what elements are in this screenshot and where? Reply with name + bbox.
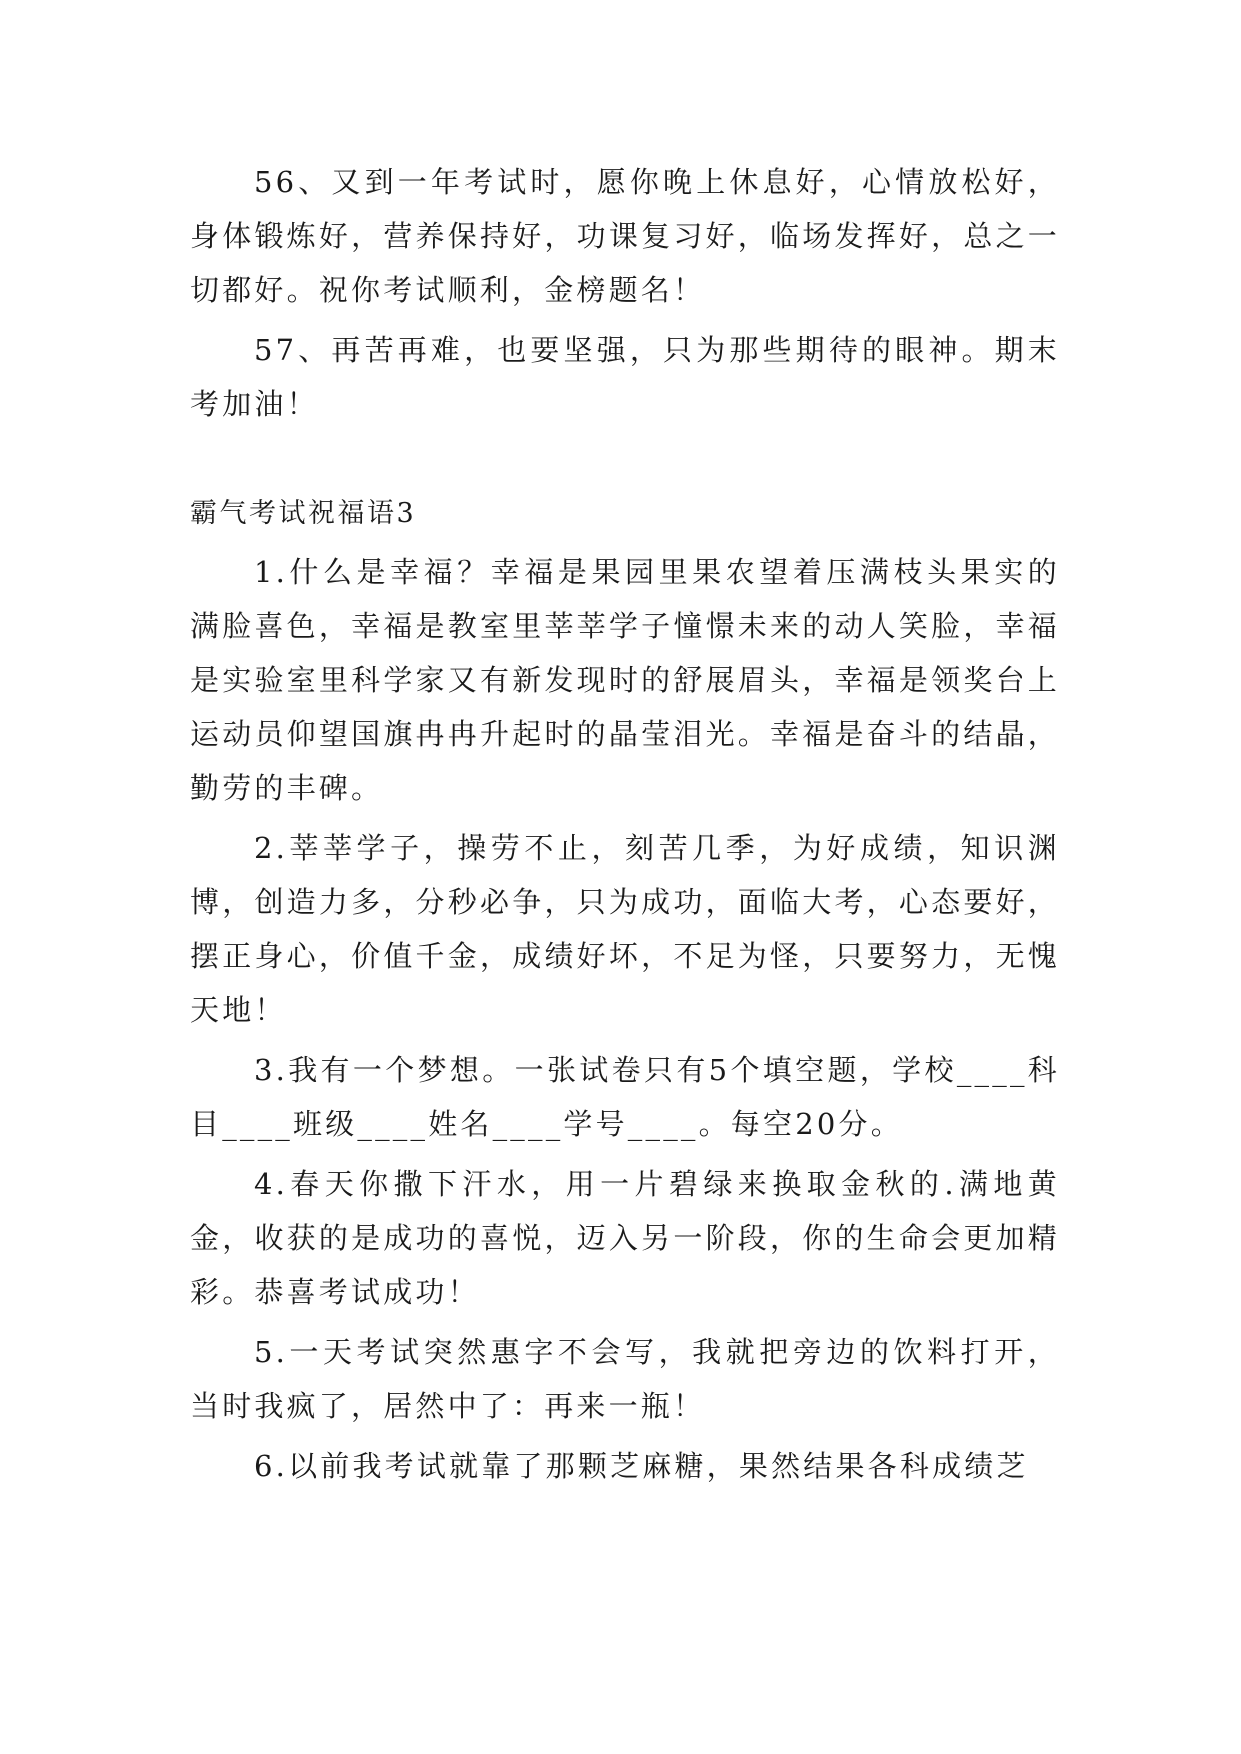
- section-heading: 霸气考试祝福语3: [190, 498, 417, 529]
- paragraph-6: 6.以前我考试就靠了那颗芝麻糖，果然结果各科成绩芝: [254, 1449, 1029, 1483]
- paragraph-56: 56、又到一年考试时，愿你晚上休息好，心情放松好，身体锻炼好，营养保持好，功课复习好，临场发挥好，总之一切都好。祝你考试顺利，金榜题名！: [190, 165, 1060, 307]
- paragraph-4: 4.春天你撒下汗水，用一片碧绿来换取金秋的.满地黄金，收获的是成功的喜悦，迈入另一阶段，你的生命会更加精彩。恭喜考试成功！: [190, 1167, 1060, 1309]
- paragraph-5: 5.一天考试突然惠字不会写，我就把旁边的饮料打开，当时我疯了，居然中了：再来一瓶！: [190, 1335, 1060, 1423]
- paragraph-1: 1.什么是幸福？幸福是果园里果农望着压满枝头果实的满脸喜色，幸福是教室里莘莘学子憧憬未来的动人笑脸，幸福是实验室里科学家又有新发现时的舒展眉头，幸福是领奖台上运动员仰望国旗冉冉升起时的晶莹泪光。幸福是奋斗的结晶，勤劳的丰碑。: [190, 555, 1060, 805]
- paragraph-3: 3.我有一个梦想。一张试卷只有5个填空题，学校____科目____班级____姓名____学号____。每空20分。: [190, 1053, 1060, 1141]
- paragraph-2: 2.莘莘学子，操劳不止，刻苦几季，为好成绩，知识渊博，创造力多，分秒必争，只为成功，面临大考，心态要好，摆正身心，价值千金，成绩好坏，不足为怪，只要努力，无愧天地！: [190, 831, 1060, 1027]
- document-body: [190, 155, 1060, 1499]
- paragraph-57: 57、再苦再难，也要坚强，只为那些期待的眼神。期末考加油！: [190, 333, 1060, 421]
